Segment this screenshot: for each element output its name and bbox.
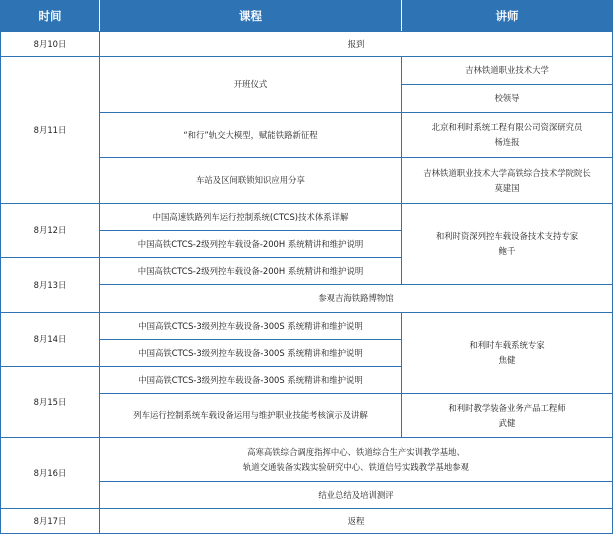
- lecturer-expert-baoqian: [402, 204, 613, 285]
- table-row: [1, 204, 613, 231]
- lecturer-school-leaders: 校领导: [402, 85, 613, 113]
- course-closing: 结业总结及培训测评: [100, 482, 613, 509]
- date-aug14: 8月14日: [1, 313, 100, 367]
- course-skills-assessment: 列车运行控制系统车载设备运用与维护职业技能考核演示及讲解: [100, 394, 402, 438]
- course-ctcs2-200h: 中国高铁CTCS-2级列控车载设备-200H 系统精讲和维护说明: [100, 258, 402, 285]
- lecturer-name: 鲍千: [498, 246, 516, 256]
- course-registration: 报到: [100, 32, 613, 57]
- course-site-visit: [100, 438, 613, 482]
- visit-line: 高寒高铁综合调度指挥中心、铁道综合生产实训教学基地、: [247, 446, 465, 457]
- course-hexing-model: “和行”轨交大模型，赋能铁路新征程: [100, 113, 402, 158]
- lecturer-hls-researcher: [402, 113, 613, 158]
- date-aug17: 8月17日: [1, 509, 100, 534]
- table-row: [1, 438, 613, 482]
- lecturer-title: 和利时教学装备业务产品工程师: [448, 402, 566, 413]
- header-course: 课程: [100, 1, 402, 32]
- lecturer-engineer: [402, 394, 613, 438]
- lecturer-title: 和利时资深列控车载设备技术支持专家: [435, 231, 579, 241]
- course-ctcs3-300s: 中国高铁CTCS-3级列控车载设备-300S 系统精讲和维护说明: [100, 340, 402, 367]
- lecturer-name: 杨连报: [494, 137, 520, 147]
- date-aug11: 8月11日: [1, 57, 100, 204]
- date-aug13: 8月13日: [1, 258, 100, 313]
- lecturer-dean: [402, 158, 613, 204]
- lecturer-name: 武健: [498, 417, 516, 428]
- visit-line: 轨道交通装备实践实验研究中心、铁道信号实践教学基地参观: [242, 461, 470, 472]
- header-time: 时间: [1, 1, 100, 32]
- lecturer-title: 北京和利时系统工程有限公司资深研究员: [431, 122, 583, 132]
- lecturer-name: 焦健: [498, 355, 516, 365]
- course-return: 返程: [100, 509, 613, 534]
- course-opening: 开班仪式: [100, 57, 402, 113]
- course-ctcs3-300s: 中国高铁CTCS-3级列控车载设备-300S 系统精讲和维护说明: [100, 313, 402, 340]
- lecturer-title: 和利时车载系统专家: [469, 340, 545, 350]
- lecturer-name: 莫建国: [494, 182, 520, 193]
- lecturer-jilin-university: 吉林铁道职业技术大学: [402, 57, 613, 85]
- header-lecturer: 讲师: [402, 1, 613, 32]
- date-aug16: 8月16日: [1, 438, 100, 509]
- course-ctcs-system: 中国高速铁路列车运行控制系统(CTCS)技术体系详解: [100, 204, 402, 231]
- date-aug10: 8月10日: [1, 32, 100, 57]
- table-row: [1, 509, 613, 534]
- course-ctcs2-200h: 中国高铁CTCS-2级列控车载设备-200H 系统精讲和维护说明: [100, 231, 402, 258]
- table-row: [1, 57, 613, 85]
- course-museum-visit: 参观吉海铁路博物馆: [100, 285, 613, 313]
- date-aug15: 8月15日: [1, 367, 100, 438]
- lecturer-expert-jiaojian: [402, 313, 613, 394]
- course-interlocking: 车站及区间联锁知识应用分享: [100, 158, 402, 204]
- course-ctcs3-300s: 中国高铁CTCS-3级列控车载设备-300S 系统精讲和维护说明: [100, 367, 402, 394]
- lecturer-title: 吉林铁道职业技术大学高铁综合技术学院院长: [423, 167, 591, 178]
- table-row: [1, 32, 613, 57]
- header-row: [1, 1, 613, 32]
- date-aug12: 8月12日: [1, 204, 100, 258]
- table-row: [1, 313, 613, 340]
